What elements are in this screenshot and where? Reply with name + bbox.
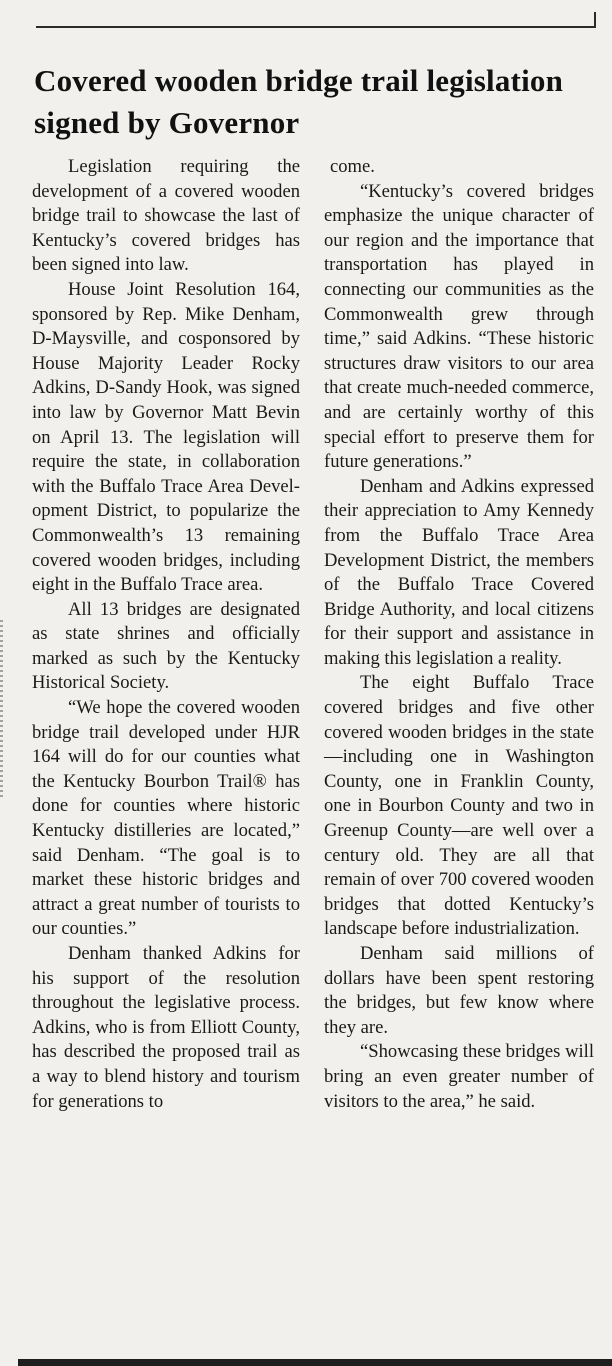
paragraph: “We hope the covered wooden bridge trail developed under HJR 164 will do for our counties what the Kentucky Bourbon Trail® has done for counties where historic Kentucky distilleries are located,” said Denham. “The goal is to market these historic bridges and attract a great number of tourists to our counties.” [32, 697, 300, 940]
paragraph: “Showcasing these bridges will bring an even greater number of visitors to the area,” he said. [324, 1041, 594, 1112]
paragraph: Denham thanked Adkins for his support of the resolution throughout the legislative process. Adkins, who is from Elliott County, has described the proposed trail as a way to blend history and tourism for generations to [32, 943, 300, 1112]
paragraph-continuation: come. [330, 156, 375, 177]
top-rule [36, 26, 596, 28]
paragraph: All 13 bridges are designated as state shrines and officially marked as such by the Kentucky Historical Society. [32, 598, 300, 694]
paragraph: Legislation requiring the development of a covered wooden bridge trail to showcase the last of Kentucky’s covered bridges has been signed into law. [32, 156, 300, 276]
scan-edge-artifact [0, 620, 3, 800]
article-headline: Covered wooden bridge trail legislation signed by Governor [34, 63, 564, 140]
article-column-left [32, 155, 300, 1114]
bottom-rule [18, 1359, 612, 1366]
paragraph: Denham and Adkins expressed their appreciation to Amy Kennedy from the Buffalo Trace Area Development District, the members of the Buffalo Trace Covered Bridge Authority, and local citizens for their support and assistance in making this legislation a reality. [324, 475, 594, 669]
paragraph: The eight Buffalo Trace covered bridges and five other covered wooden bridges in the state—including one in Washington County, one in Franklin County, one in Bourbon County and two in Greenup County—are well over a century old. They are all that remain of over 700 covered wooden bridges that dotted Kentucky’s landscape before industrialization. [324, 672, 594, 940]
article-column-right [324, 155, 594, 1114]
paragraph: House Joint Resolution 164, sponsored by Rep. Mike Denham, D-Maysville, and cosponsored by House Majority Leader Rocky Adkins, D-Sandy Hook, was signed into law by Governor Matt Bevin on April 13. The legislation will require the state, in collaboration with the Buffalo Trace Area Development District, to popularize the Commonwealth’s 13 remaining covered wooden bridges, including eight in the Buffalo Trace area. [32, 278, 300, 596]
paragraph: Denham said millions of dollars have been spent restoring the bridges, but few know where they are. [324, 943, 594, 1038]
paragraph: “Kentucky’s covered bridges emphasize the unique character of our region and the importance that transportation has played in connecting our communities as the Commonwealth grew through time,” said Adkins. “These historic structures draw visitors to our area that create much-needed commerce, and are certainly worthy of this special effort to preserve them for future generations.” [324, 180, 594, 473]
